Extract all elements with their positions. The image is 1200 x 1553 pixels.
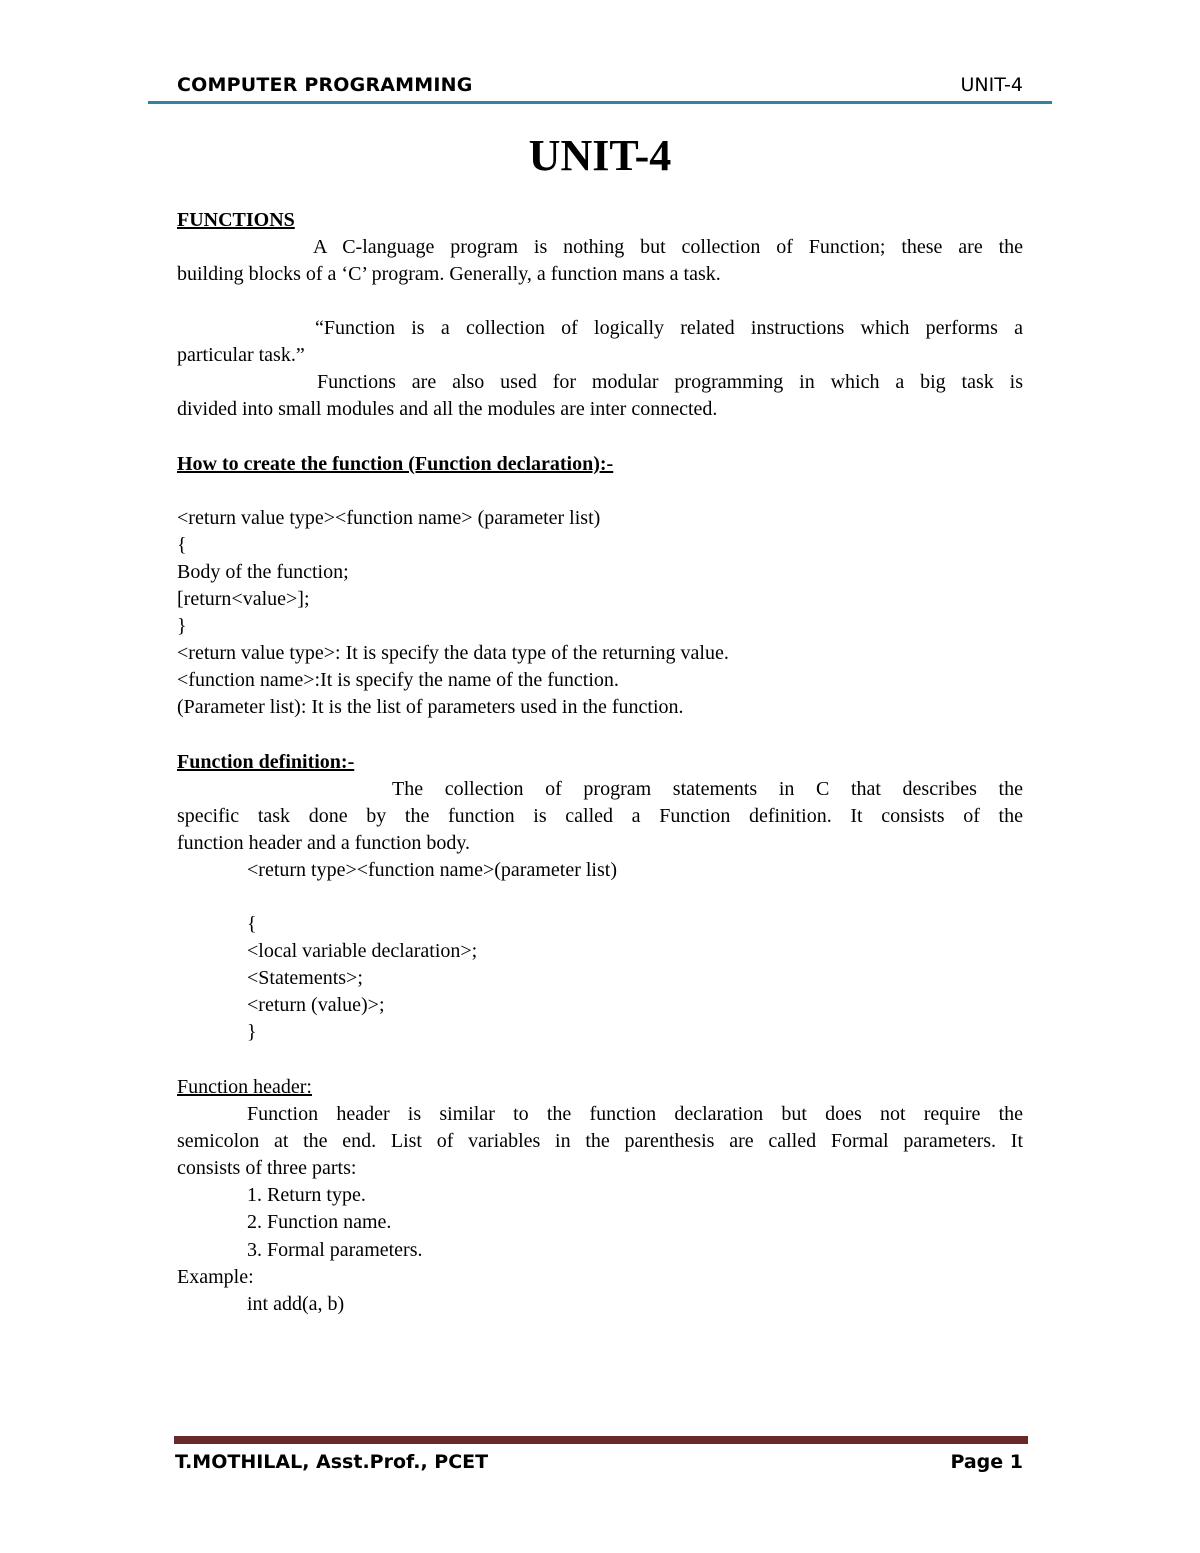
declaration-heading: How to create the function (Function declaration):- xyxy=(177,453,614,475)
definition-syntax-line: { xyxy=(247,913,257,935)
declaration-syntax-line: { xyxy=(177,534,187,556)
footer-page-number: Page 1 xyxy=(950,1451,1023,1473)
functions-para2-line1: “Function is a collection of logically related instructions which performs a xyxy=(315,317,1023,339)
header-rule xyxy=(148,101,1052,104)
definition-syntax-line: <local variable declaration>; xyxy=(247,940,478,962)
functions-heading: FUNCTIONS xyxy=(177,209,295,231)
definition-syntax-line: <return (value)>; xyxy=(247,994,385,1016)
functions-para3-line1: Functions are also used for modular programming in which a big task is xyxy=(317,371,1023,393)
definition-line3: function header and a function body. xyxy=(177,832,471,854)
footer-author: T.MOTHILAL, Asst.Prof., PCET xyxy=(175,1451,489,1473)
example-label: Example: xyxy=(177,1266,254,1288)
definition-syntax-line: <Statements>; xyxy=(247,967,363,989)
definition-syntax-head: <return type><function name>(parameter list) xyxy=(247,859,617,881)
function-header-line3: consists of three parts: xyxy=(177,1157,357,1179)
declaration-syntax-line: Body of the function; xyxy=(177,561,349,583)
function-header-part: 1. Return type. xyxy=(247,1184,366,1206)
definition-syntax-line: } xyxy=(247,1021,257,1043)
running-header-unit: UNIT-4 xyxy=(960,74,1023,96)
functions-para1-line1: A C-language program is nothing but collection of Function; these are the xyxy=(313,236,1023,258)
declaration-syntax-line: } xyxy=(177,615,187,637)
example-code: int add(a, b) xyxy=(247,1293,345,1315)
functions-para2-line2: particular task.” xyxy=(177,344,305,366)
function-header-line1: Function header is similar to the function declaration but does not require the xyxy=(247,1103,1023,1125)
function-header-heading: Function header: xyxy=(177,1076,312,1098)
functions-para3-line2: divided into small modules and all the modules are inter connected. xyxy=(177,398,718,420)
function-header-line2: semicolon at the end. List of variables in the parenthesis are called Formal parameters. It xyxy=(177,1130,1023,1152)
declaration-note: (Parameter list): It is the list of parameters used in the function. xyxy=(177,696,684,718)
function-header-part: 2. Function name. xyxy=(247,1211,392,1233)
function-header-part: 3. Formal parameters. xyxy=(247,1239,423,1261)
definition-line1: The collection of program statements in C that describes the xyxy=(392,778,1023,800)
footer-rule xyxy=(174,1436,1028,1444)
definition-line2: specific task done by the function is called a Function definition. It consists of the xyxy=(177,805,1023,827)
declaration-syntax-line: <return value type><function name> (parameter list) xyxy=(177,507,601,529)
page-title: UNIT-4 xyxy=(528,131,672,180)
definition-heading: Function definition:- xyxy=(177,751,355,773)
declaration-note: <function name>:It is specify the name of the function. xyxy=(177,669,619,691)
functions-para1-line2: building blocks of a ‘C’ program. Generally, a function mans a task. xyxy=(177,263,721,285)
declaration-syntax-line: [return<value>]; xyxy=(177,588,310,610)
declaration-note: <return value type>: It is specify the data type of the returning value. xyxy=(177,642,729,664)
running-header-title: COMPUTER PROGRAMMING xyxy=(177,74,473,96)
